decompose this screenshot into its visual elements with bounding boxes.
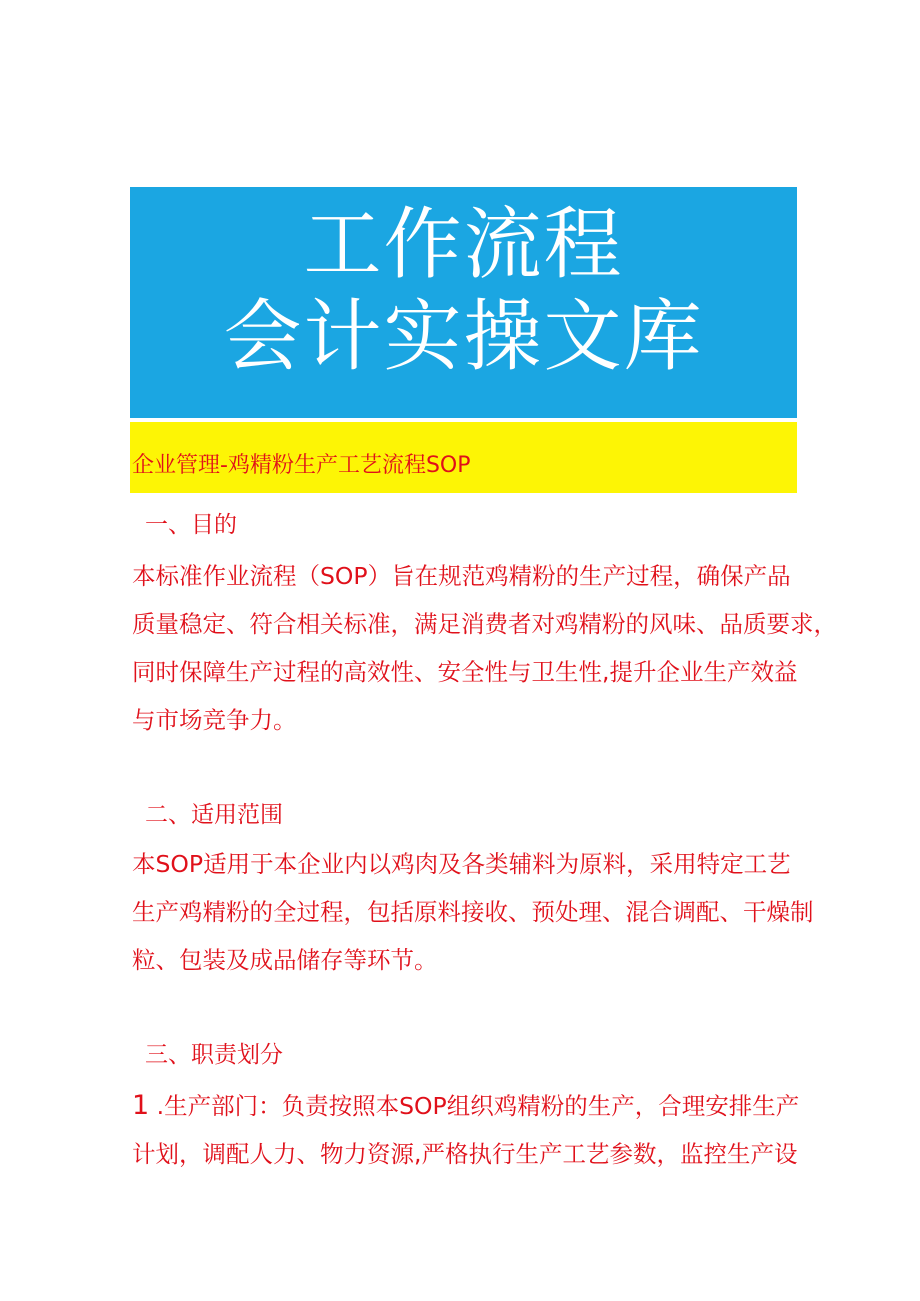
body-line: 本SOP适用于本企业内以鸡肉及各类辅料为原料，采用特定工艺 bbox=[132, 850, 791, 878]
subtitle-bar bbox=[130, 422, 797, 493]
banner-title-line-2: 会计实操文库 bbox=[223, 292, 704, 382]
section-body-scope bbox=[132, 840, 814, 984]
body-line: 生产鸡精粉的全过程，包括原料接收、预处理、混合调配、干燥制 bbox=[132, 898, 814, 926]
document-subtitle: 企业管理-鸡精粉生产工艺流程SOP bbox=[132, 453, 471, 478]
body-line: 计划，调配人力、物力资源,严格执行生产工艺参数，监控生产设 bbox=[132, 1140, 798, 1168]
list-item-text: .生产部门：负责按照本SOP组织鸡精粉的生产，合理安排生产 bbox=[156, 1092, 800, 1120]
section-heading-purpose: 一、目的 bbox=[145, 512, 237, 538]
banner-title-line-1: 工作流程 bbox=[303, 200, 624, 290]
body-line: 与市场竞争力。 bbox=[132, 706, 297, 734]
section-body-purpose bbox=[132, 552, 837, 744]
body-line: 同时保障生产过程的高效性、安全性与卫生性,提升企业生产效益 bbox=[132, 658, 798, 686]
body-line: 本标准作业流程（SOP）旨在规范鸡精粉的生产过程，确保产品 bbox=[132, 562, 791, 590]
body-line: 粒、包装及成品储存等环节。 bbox=[132, 946, 438, 974]
title-banner bbox=[130, 187, 797, 418]
section-heading-scope: 二、适用范围 bbox=[145, 802, 283, 828]
list-item-number: 1 bbox=[132, 1090, 150, 1121]
section-body-responsibilities bbox=[132, 1082, 800, 1178]
section-heading-responsibilities: 三、职责划分 bbox=[145, 1042, 283, 1068]
body-line: 质量稳定、符合相关标准，满足消费者对鸡精粉的风味、品质要求， bbox=[132, 610, 837, 638]
body-line bbox=[132, 1082, 800, 1130]
